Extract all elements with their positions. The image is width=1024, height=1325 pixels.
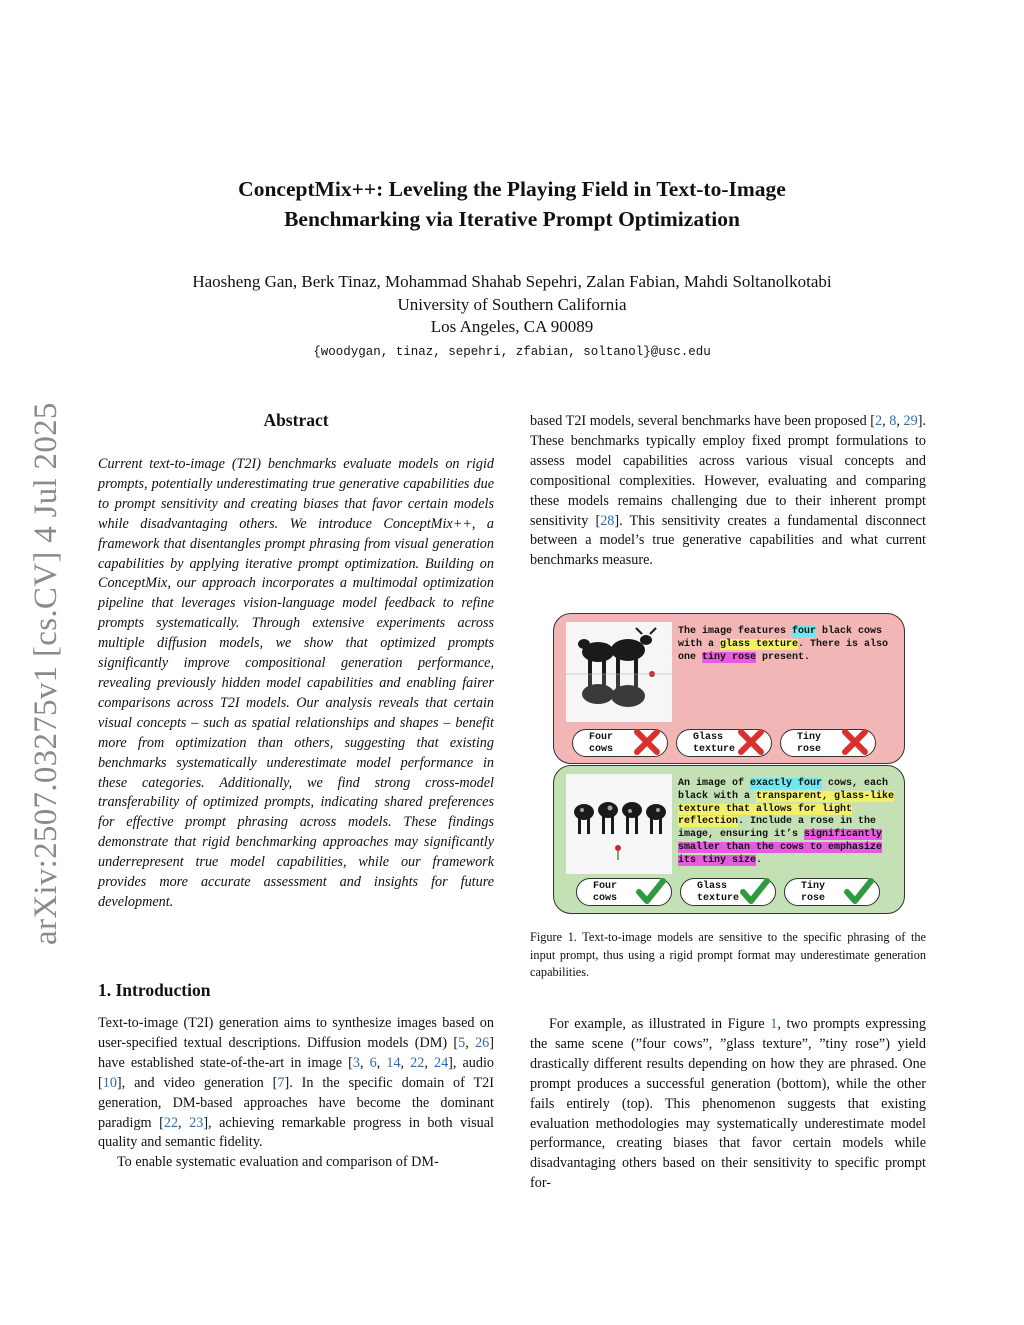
concept-pill-glass-texture [680,878,776,906]
title-line-1: ConceptMix++: Leveling the Playing Field in Text-to-Image [238,177,786,201]
text-run: , [465,1034,476,1051]
pass-prompt-text [678,778,896,868]
text-run: , [360,1054,370,1071]
citation-link[interactable]: 5 [458,1034,466,1051]
text-run: ] have established state-of-the-art in image [ [98,1034,494,1071]
citation-link[interactable]: 22 [163,1114,179,1131]
text-run: For example, as illustrated in Figure [549,1016,771,1032]
citation-link[interactable]: 8 [889,413,897,429]
text-run: , [400,1054,411,1071]
highlight-count: exactly four [750,778,823,789]
text-run: ], and video generation [ [116,1074,278,1091]
highlight-count: four [792,626,817,637]
abstract-heading: Abstract [263,410,329,430]
check-icon [737,873,773,909]
prompt-run: An image of [678,778,751,789]
concept-pill-tiny-rose [784,878,880,906]
citation-link[interactable]: 28 [600,512,615,529]
cross-icon [837,724,873,760]
text-run: , [896,413,904,429]
text-run: Text-to-image (T2I) generation aims to synthesize images based on user-specified textual descriptions. Diffusion models (DM) [ [98,1015,494,1051]
prompt-run: present. [756,651,811,663]
citation-link[interactable]: 2 [875,413,883,429]
cross-icon [629,724,665,760]
highlight-size: significantly smaller than the cows to emphasize its tiny size [678,829,883,866]
cross-icon [733,724,769,760]
citation-link[interactable]: 23 [189,1114,204,1131]
text-run: , [424,1054,434,1071]
intro-paragraph-2: To enable systematic evaluation and comparison of DM- [117,1154,439,1171]
intro-column-2-paragraph [530,412,926,571]
abstract-text: Current text-to-image (T2I) benchmarks evaluate models on rigid prompts, potentially underestimating true generative capabilities due to prompt sensitivity and creating biases that favor certain models while disadvantaging others. We introduce ConceptMix++, a framework that disentangles prompt phrasing from visual generation capabilities by applying iterative prompt optimization. Building on ConceptMix, our approach incorporates a multimodal optimization pipeline that leverages vision-language model feedback to refine prompts systematically. Through extensive experiments across multiple diffusion models, we show that optimized prompts significantly improve compositional generation performance, revealing previously hidden model capabilities and enabling fairer comparisons across T2I models. Our analysis reveals that certain visual concepts – such as spatial relationships and shapes – benefit more from optimization than others, suggesting that existing benchmarks systematically underestimate model performance in these categories. Additionally, we find strong cross-model transferability of optimized prompts, indicating shared preferences for effective prompt phrasing across models. These findings demonstrate that rigid benchmarking approaches may significantly underrepresent true model capabilities, while our framework provides more accurate assessment and insights for future development. [98,456,494,910]
text-run: ], audio [ [98,1054,495,1091]
citation-link[interactable]: 14 [386,1054,401,1071]
citation-link[interactable]: 3 [352,1054,360,1071]
citation-link[interactable]: 29 [903,413,918,429]
arxiv-stamp: arXiv:2507.03275v1 [cs.CV] 4 Jul 2025 [28,402,64,945]
citation-link[interactable]: 26 [475,1034,490,1051]
generated-image-pass [566,774,672,874]
author-block [100,271,924,339]
concept-pill-four-cows [572,729,668,757]
location: Los Angeles, CA 90089 [430,317,594,336]
citation-link[interactable]: 6 [369,1054,377,1071]
intro-heading: 1. Introduction [98,980,211,1000]
prompt-run: black cows with a [678,626,883,650]
text-run: , two prompts expressing the same scene (”four cows”, ”glass texture”, ”tiny rose”) yield drastically different results depending on how they are phrased. One prompt produces a successful generation (bottom), while the other fails entirely (top). This phenomenon suggests that existing evaluation methodologies may systematically underestimate model performance, creating biases that favor certain models while disadvantaging others based on their sensitivity to specific prompt for- [530,1016,926,1192]
concept-pill-tiny-rose [780,729,876,757]
concept-pill-four-cows [576,878,672,906]
figure-caption: Figure 1. Text-to-image models are sensitive to the specific phrasing of the input prompt, thus using a rigid prompt format may underestimate generation capabilities. [530,930,926,979]
text-run: , [882,413,890,429]
prompt-run: . Include a rose in the image, ensuring it’s [678,816,877,841]
pill-label: Glass texture [693,732,736,755]
authors: Haosheng Gan, Berk Tinaz, Mohammad Shahab Sepehri, Zalan Fabian, Mahdi Soltanolkotabi [192,272,832,291]
email: {woodygan, tinaz, sepehri, zfabian, soltanol}@usc.edu [313,345,711,359]
pill-label: Tiny rose [797,732,822,755]
pill-label: Tiny rose [801,881,826,904]
citation-link[interactable]: 10 [102,1074,117,1091]
pill-label: Four cows [589,732,614,755]
generated-image-fail [566,622,672,722]
text-run: based T2I models, several benchmarks have been proposed [ [530,413,876,429]
intro-column-1 [98,1014,494,1173]
check-icon [633,873,669,909]
prompt-run: . [756,854,763,866]
highlight-texture: glass texture [720,638,799,650]
text-run: ], achieving remarkable progress in both visual quality and semantic fidelity. [98,1114,494,1151]
figure-fail-panel [553,613,905,764]
intro-paragraph-1 [98,1014,494,1153]
text-run: ]. In the specific domain of T2I generation, DM-based approaches have become the dominant paradigm [ [98,1074,495,1131]
figure-pass-panel [553,765,905,914]
fail-prompt-text [678,626,896,664]
paper-title [120,174,904,234]
check-icon [841,873,877,909]
pill-label: Glass texture [697,881,740,904]
prompt-run: cows, each black with a [678,778,889,802]
text-run: , [376,1054,387,1071]
cows-reflection-illustration [566,622,672,722]
four-cows-illustration [566,774,672,874]
prompt-run: . There is also one [678,638,889,663]
highlight-size: tiny rose [702,651,757,663]
citation-link[interactable]: 24 [433,1054,449,1071]
citation-link[interactable]: 22 [410,1054,425,1071]
intro-column-2-paragraph-2 [530,1015,926,1194]
affiliation: University of Southern California [397,294,627,314]
concept-pill-glass-texture [676,729,772,757]
title-line-2: Benchmarking via Iterative Prompt Optimization [284,207,740,231]
prompt-run: The image features [678,626,793,637]
text-run: ]. These benchmarks typically employ fixed prompt formulations to assess model capabilities across various visual concepts and compositional complexities. However, evaluating and comparing these models remains challenging due to their inherent prompt sensitivity [ [530,413,927,529]
figure-link[interactable]: 1 [770,1016,778,1032]
highlight-texture: transparent, glass-like texture that allows for light reflection [678,790,895,828]
text-run: ]. This sensitivity creates a fundamental disconnect between a model’s true generative capabilities and what current benchmarks measure. [530,512,926,569]
text-run: , [178,1114,190,1131]
pill-label: Four cows [593,881,618,904]
citation-link[interactable]: 7 [277,1074,285,1091]
